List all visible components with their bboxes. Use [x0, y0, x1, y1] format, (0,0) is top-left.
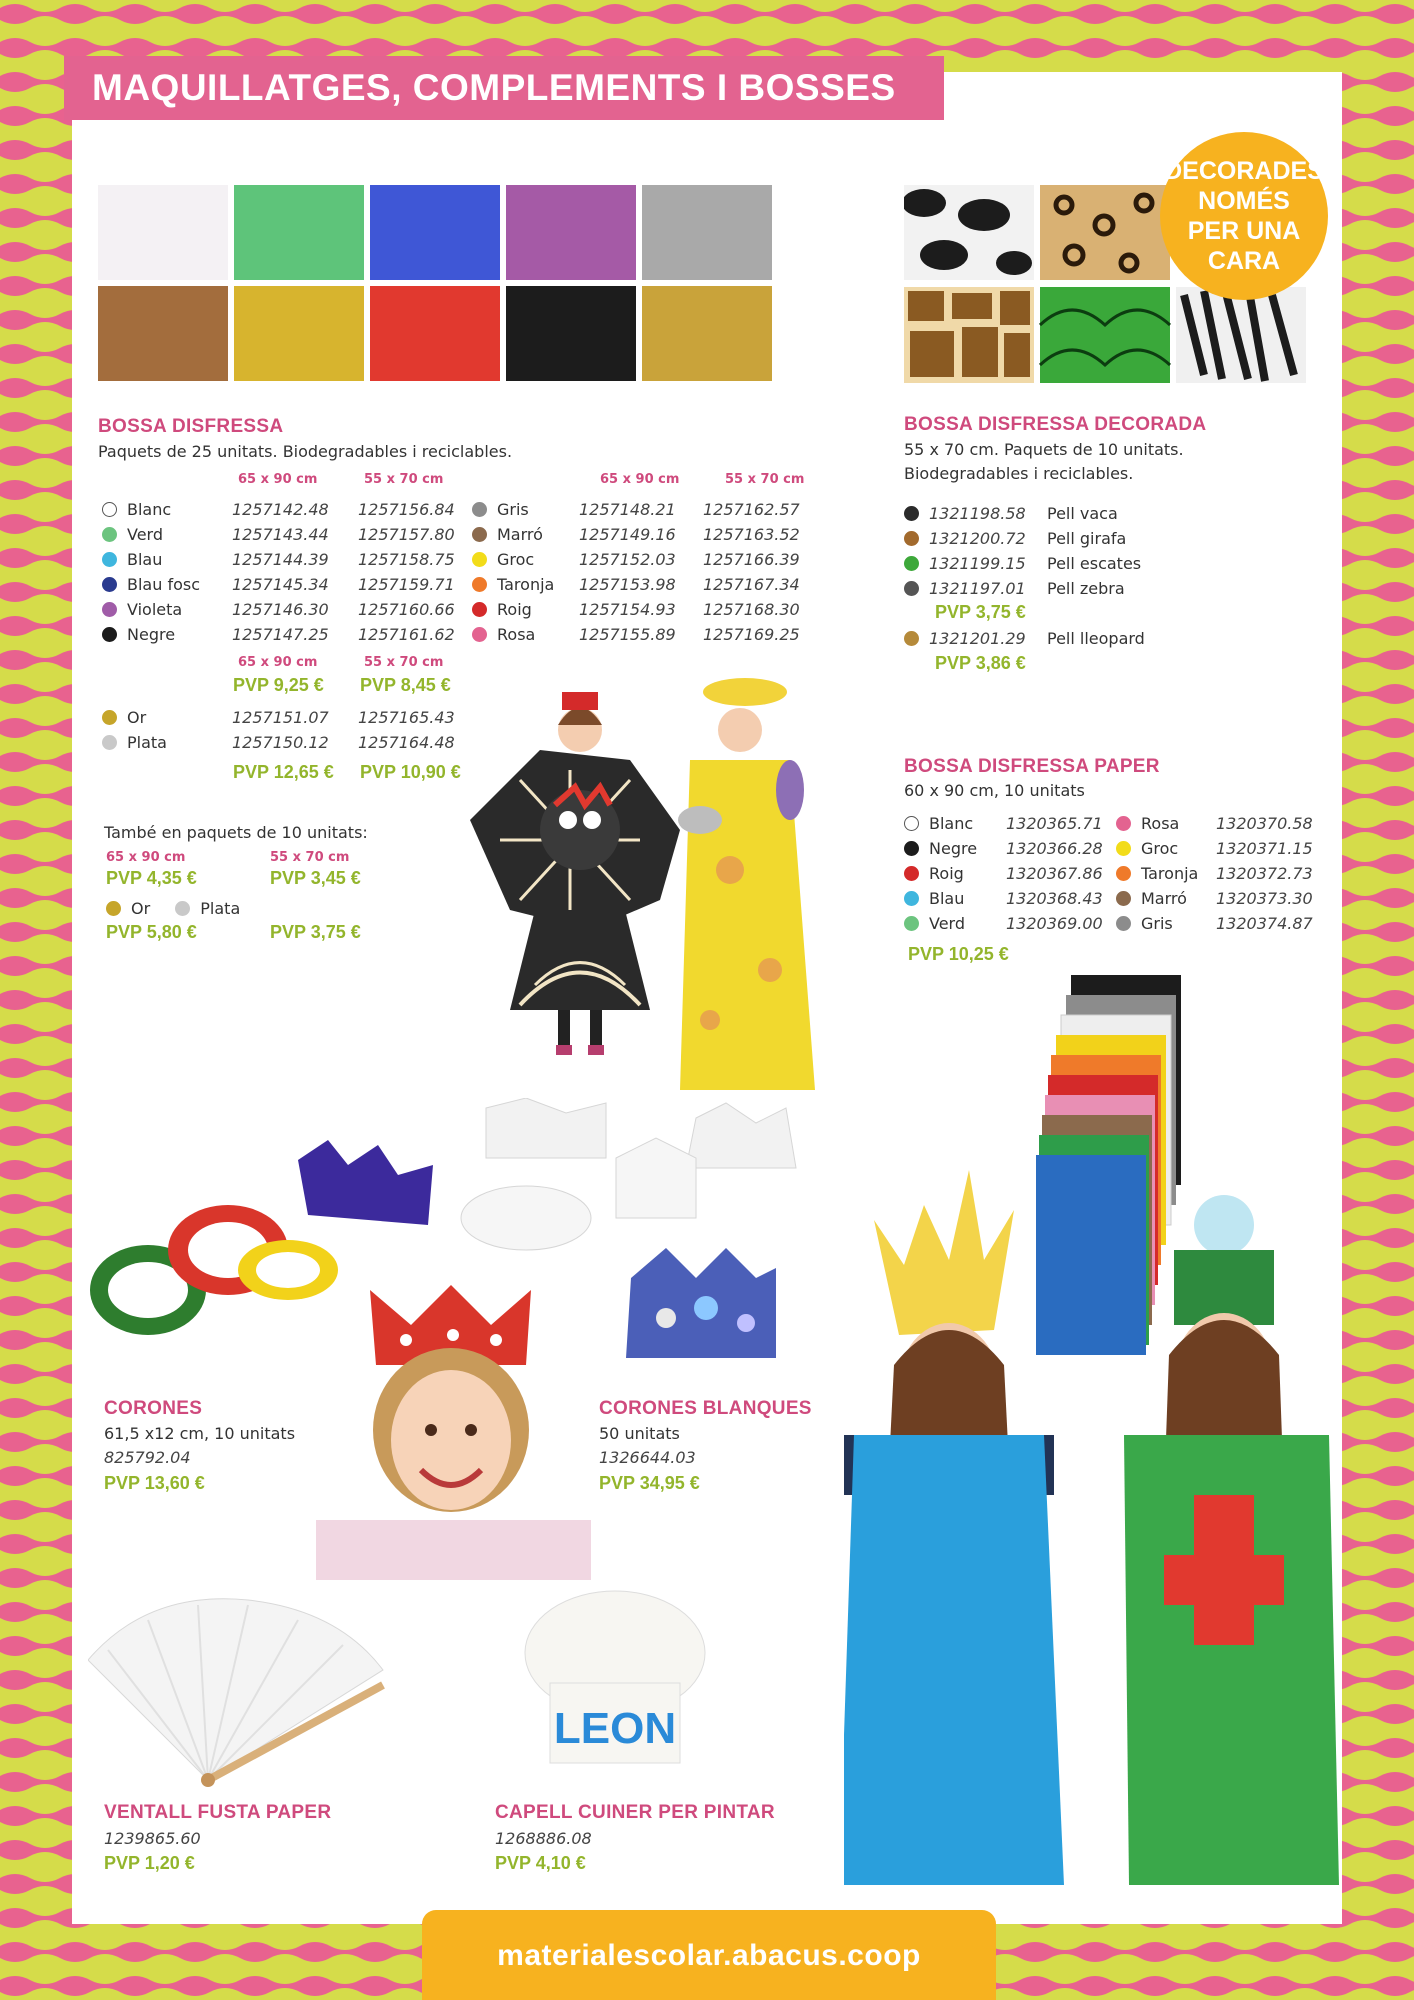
- product-code: 1326644.03: [599, 1448, 696, 1467]
- color-swatch: [98, 286, 228, 381]
- color-name: Gris: [1141, 914, 1173, 933]
- doctor-costume: [1124, 1195, 1339, 1885]
- product-code: 1321200.72: [929, 529, 1026, 548]
- color-dot: [904, 916, 919, 931]
- product-code: 1257155.89: [579, 625, 676, 644]
- corones-title: CORONES: [104, 1398, 203, 1419]
- size-header: 55 x 70 cm: [364, 472, 444, 487]
- color-name: Taronja: [1141, 864, 1199, 883]
- product-code: 1257153.98: [579, 575, 676, 594]
- color-name: Verd: [127, 525, 163, 544]
- color-name: Roig: [929, 864, 964, 883]
- color-dot: [472, 602, 487, 617]
- product-name: Pell zebra: [1047, 579, 1125, 598]
- product-code: 1257142.48: [232, 500, 329, 519]
- product-code: 1257160.66: [358, 600, 455, 619]
- product-code: 1320373.30: [1216, 889, 1313, 908]
- color-dot: [472, 627, 487, 642]
- product-code: 1239865.60: [104, 1829, 201, 1848]
- list-item: [472, 548, 813, 572]
- corones-desc: 61,5 x12 cm, 10 unitats: [104, 1424, 296, 1443]
- list-item: [472, 573, 813, 597]
- decorated-one-side-badge: [1160, 132, 1328, 300]
- color-swatch: [370, 185, 500, 280]
- ventall-title: VENTALL FUSTA PAPER: [104, 1802, 332, 1823]
- color-swatch: [506, 286, 636, 381]
- product-code: 1321198.58: [929, 504, 1026, 523]
- color-dot: [102, 710, 117, 725]
- pack10-title: També en paquets de 10 unitats:: [104, 823, 368, 842]
- color-name: Roig: [497, 600, 532, 619]
- color-dot: [904, 506, 919, 521]
- price: PVP 4,35 €: [106, 868, 197, 888]
- price: PVP 34,95 €: [599, 1473, 700, 1493]
- color-name: Rosa: [497, 625, 536, 644]
- product-code: 1320374.87: [1216, 914, 1313, 933]
- list-item: [472, 498, 813, 522]
- list-item: [904, 577, 1187, 601]
- color-name: Groc: [1141, 839, 1179, 858]
- product-name: Pell escates: [1047, 554, 1142, 573]
- product-code: 1320369.00: [1006, 914, 1103, 933]
- list-item: [102, 498, 468, 522]
- bossa-disfressa-title: BOSSA DISFRESSA: [98, 416, 284, 437]
- product-code: 1257157.80: [358, 525, 455, 544]
- color-name: Blau: [929, 889, 965, 908]
- list-item: [904, 527, 1187, 551]
- list-item: [102, 731, 468, 755]
- color-dot: [904, 581, 919, 596]
- list-item: [1116, 812, 1316, 836]
- size-header: 65 x 90 cm: [600, 472, 680, 487]
- price: PVP 3,45 €: [270, 868, 361, 888]
- color-name: Blanc: [929, 814, 974, 833]
- color-name: Verd: [929, 914, 965, 933]
- leopard-pattern-swatch: [1040, 185, 1170, 280]
- color-dot: [1116, 816, 1131, 831]
- decorada-title: BOSSA DISFRESSA DECORADA: [904, 414, 1207, 435]
- list-item: [472, 623, 813, 647]
- color-name: Negre: [127, 625, 176, 644]
- product-code: 1257156.84: [358, 500, 455, 519]
- product-code: 1257152.03: [579, 550, 676, 569]
- price: PVP 1,20 €: [104, 1853, 195, 1873]
- product-code: 1257148.21: [579, 500, 676, 519]
- size-header: 65 x 90 cm: [238, 472, 318, 487]
- badge-line: DECORADES: [1164, 157, 1324, 185]
- product-code: 1257169.25: [703, 625, 800, 644]
- price: PVP 3,86 €: [935, 653, 1026, 673]
- list-item: [904, 837, 1106, 861]
- product-code: 1321199.15: [929, 554, 1026, 573]
- color-swatch: [370, 286, 500, 381]
- list-item: [904, 552, 1187, 576]
- price: PVP 5,80 €: [106, 922, 197, 942]
- product-code: 1321197.01: [929, 579, 1026, 598]
- product-code: 1257167.34: [703, 575, 800, 594]
- color-dot: [102, 735, 117, 750]
- color-dot: [102, 577, 117, 592]
- badge-line: CARA: [1207, 247, 1281, 275]
- color-swatch: [642, 286, 772, 381]
- badge-line: PER UNA: [1187, 217, 1301, 245]
- paper-title: BOSSA DISFRESSA PAPER: [904, 756, 1160, 777]
- color-name: Or: [127, 708, 147, 727]
- color-swatch: [506, 185, 636, 280]
- product-code: 1257162.57: [703, 500, 800, 519]
- price: PVP 9,25 €: [233, 675, 324, 695]
- badge-line: NOMÉS: [1198, 187, 1290, 215]
- list-item: [904, 862, 1106, 886]
- corones-blanques-title: CORONES BLANQUES: [599, 1398, 812, 1419]
- giraffe-pattern-swatch: [904, 287, 1034, 383]
- color-name: Blau: [127, 550, 163, 569]
- product-name: Pell girafa: [1047, 529, 1127, 548]
- color-name: Blau fosc: [127, 575, 201, 594]
- size-header: 65 x 90 cm: [238, 655, 318, 670]
- list-item: [904, 812, 1106, 836]
- list-item: [102, 573, 468, 597]
- product-code: 1257151.07: [232, 708, 329, 727]
- page-title: MAQUILLATGES, COMPLEMENTS I BOSSES DISFRESSA: [64, 56, 944, 120]
- product-code: 1257168.30: [703, 600, 800, 619]
- color-dot: [472, 577, 487, 592]
- list-item: [904, 502, 1187, 526]
- product-code: 1257161.62: [358, 625, 455, 644]
- size-header: 55 x 70 cm: [364, 655, 444, 670]
- product-name: Pell vaca: [1047, 504, 1118, 523]
- girls-costumes-photo: [844, 1165, 1404, 1925]
- color-swatch: [234, 185, 364, 280]
- color-name: Plata: [127, 733, 167, 752]
- product-code: 1257164.48: [358, 733, 455, 752]
- color-name: Taronja: [497, 575, 555, 594]
- product-code: 1320366.28: [1006, 839, 1103, 858]
- color-name: Groc: [497, 550, 535, 569]
- chef-hat-photo: [520, 1588, 710, 1778]
- color-name: Negre: [929, 839, 978, 858]
- list-item: [1116, 887, 1316, 911]
- color-swatch: [98, 185, 228, 280]
- product-code: 1257158.75: [358, 550, 455, 569]
- footer-url[interactable]: materialescolar.abacus.coop: [422, 1910, 996, 2000]
- scales-pattern-swatch: [1040, 287, 1170, 383]
- color-name: Plata: [200, 899, 241, 918]
- color-dot: [1116, 916, 1131, 931]
- color-dot: [472, 552, 487, 567]
- list-item: [102, 706, 468, 730]
- price: PVP 8,45 €: [360, 675, 451, 695]
- size-header: 65 x 90 cm: [106, 850, 186, 865]
- color-swatch: [234, 286, 364, 381]
- princess-costume: [844, 1170, 1064, 1885]
- product-code: 1257166.39: [703, 550, 800, 569]
- color-dot: [102, 627, 117, 642]
- product-code: 1257165.43: [358, 708, 455, 727]
- color-swatch: [642, 185, 772, 280]
- zebra-pattern-swatch: [1176, 287, 1306, 383]
- color-name: Blanc: [127, 500, 172, 519]
- product-code: 1257159.71: [358, 575, 455, 594]
- product-code: 1268886.08: [495, 1829, 592, 1848]
- color-dot: [904, 891, 919, 906]
- decorada-desc: Biodegradables i reciclables.: [904, 464, 1134, 483]
- color-name: Rosa: [1141, 814, 1180, 833]
- girl-red-crown-photo: [316, 1280, 591, 1580]
- capell-title: CAPELL CUINER PER PINTAR: [495, 1802, 775, 1823]
- pack10-metal-row: [106, 897, 240, 921]
- pattern-dot: [904, 631, 919, 646]
- color-dot: [904, 841, 919, 856]
- color-name: Gris: [497, 500, 529, 519]
- list-item: [102, 523, 468, 547]
- color-dot: [102, 502, 117, 517]
- product-code: 1257143.44: [232, 525, 329, 544]
- color-name: Marró: [497, 525, 543, 544]
- color-dot: [904, 556, 919, 571]
- color-dot: [472, 502, 487, 517]
- color-name: Marró: [1141, 889, 1187, 908]
- price: PVP 12,65 €: [233, 762, 334, 782]
- price: PVP 13,60 €: [104, 1473, 205, 1493]
- price: PVP 3,75 €: [935, 602, 1026, 622]
- product-name: Pell lleopard: [1047, 629, 1145, 648]
- price: PVP 10,90 €: [360, 762, 461, 782]
- decorada-desc: 55 x 70 cm. Paquets de 10 unitats.: [904, 440, 1184, 459]
- color-dot: [1116, 891, 1131, 906]
- mouse-cheese-costume: [678, 678, 815, 1090]
- color-dot: [904, 531, 919, 546]
- spider-costume: [470, 692, 680, 1055]
- corones-blanques-desc: 50 unitats: [599, 1424, 680, 1443]
- product-code: 1320370.58: [1216, 814, 1313, 833]
- list-item: [904, 912, 1106, 936]
- product-code: 1257163.52: [703, 525, 800, 544]
- product-code: 1320371.15: [1216, 839, 1313, 858]
- product-code: 825792.04: [104, 1448, 191, 1467]
- product-code: 1257146.30: [232, 600, 329, 619]
- price: PVP 4,10 €: [495, 1853, 586, 1873]
- color-name: Violeta: [127, 600, 183, 619]
- list-item: [1116, 862, 1316, 886]
- color-name: Or: [131, 899, 151, 918]
- paper-desc: 60 x 90 cm, 10 unitats: [904, 781, 1085, 800]
- product-code: 1257144.39: [232, 550, 329, 569]
- list-item: [1116, 837, 1316, 861]
- chef-hat-label: LEON: [553, 1704, 677, 1753]
- product-code: 1320368.43: [1006, 889, 1103, 908]
- color-dot: [1116, 841, 1131, 856]
- product-code: 1320372.73: [1216, 864, 1313, 883]
- list-item: [1116, 912, 1316, 936]
- color-dot: [904, 866, 919, 881]
- product-code: 1257149.16: [579, 525, 676, 544]
- list-item: [102, 548, 468, 572]
- size-header: 55 x 70 cm: [725, 472, 805, 487]
- product-code: 1320367.86: [1006, 864, 1103, 883]
- color-dot: [102, 552, 117, 567]
- product-code: 1257147.25: [232, 625, 329, 644]
- product-code: 1257154.93: [579, 600, 676, 619]
- size-header: 55 x 70 cm: [270, 850, 350, 865]
- paper-fan-photo: [88, 1590, 388, 1790]
- color-dot: [106, 901, 121, 916]
- list-item: [102, 623, 468, 647]
- list-item: [472, 523, 813, 547]
- bossa-disfressa-desc: Paquets de 25 unitats. Biodegradables i reciclables.: [98, 442, 513, 461]
- price: PVP 3,75 €: [270, 922, 361, 942]
- product-code: 1321201.29: [929, 629, 1026, 648]
- color-dot: [904, 816, 919, 831]
- color-dot: [1116, 866, 1131, 881]
- list-item: [472, 598, 813, 622]
- product-code: 1320365.71: [1006, 814, 1103, 833]
- color-dot: [175, 901, 190, 916]
- product-code: 1257150.12: [232, 733, 329, 752]
- product-code: 1257145.34: [232, 575, 329, 594]
- decorada-row: [904, 627, 1145, 651]
- color-dot: [472, 527, 487, 542]
- list-item: [102, 598, 468, 622]
- cow-pattern-swatch: [904, 185, 1034, 280]
- kids-costume-photo: [440, 670, 860, 1100]
- color-dot: [102, 527, 117, 542]
- color-dot: [102, 602, 117, 617]
- list-item: [904, 887, 1106, 911]
- price: PVP 10,25 €: [908, 944, 1009, 964]
